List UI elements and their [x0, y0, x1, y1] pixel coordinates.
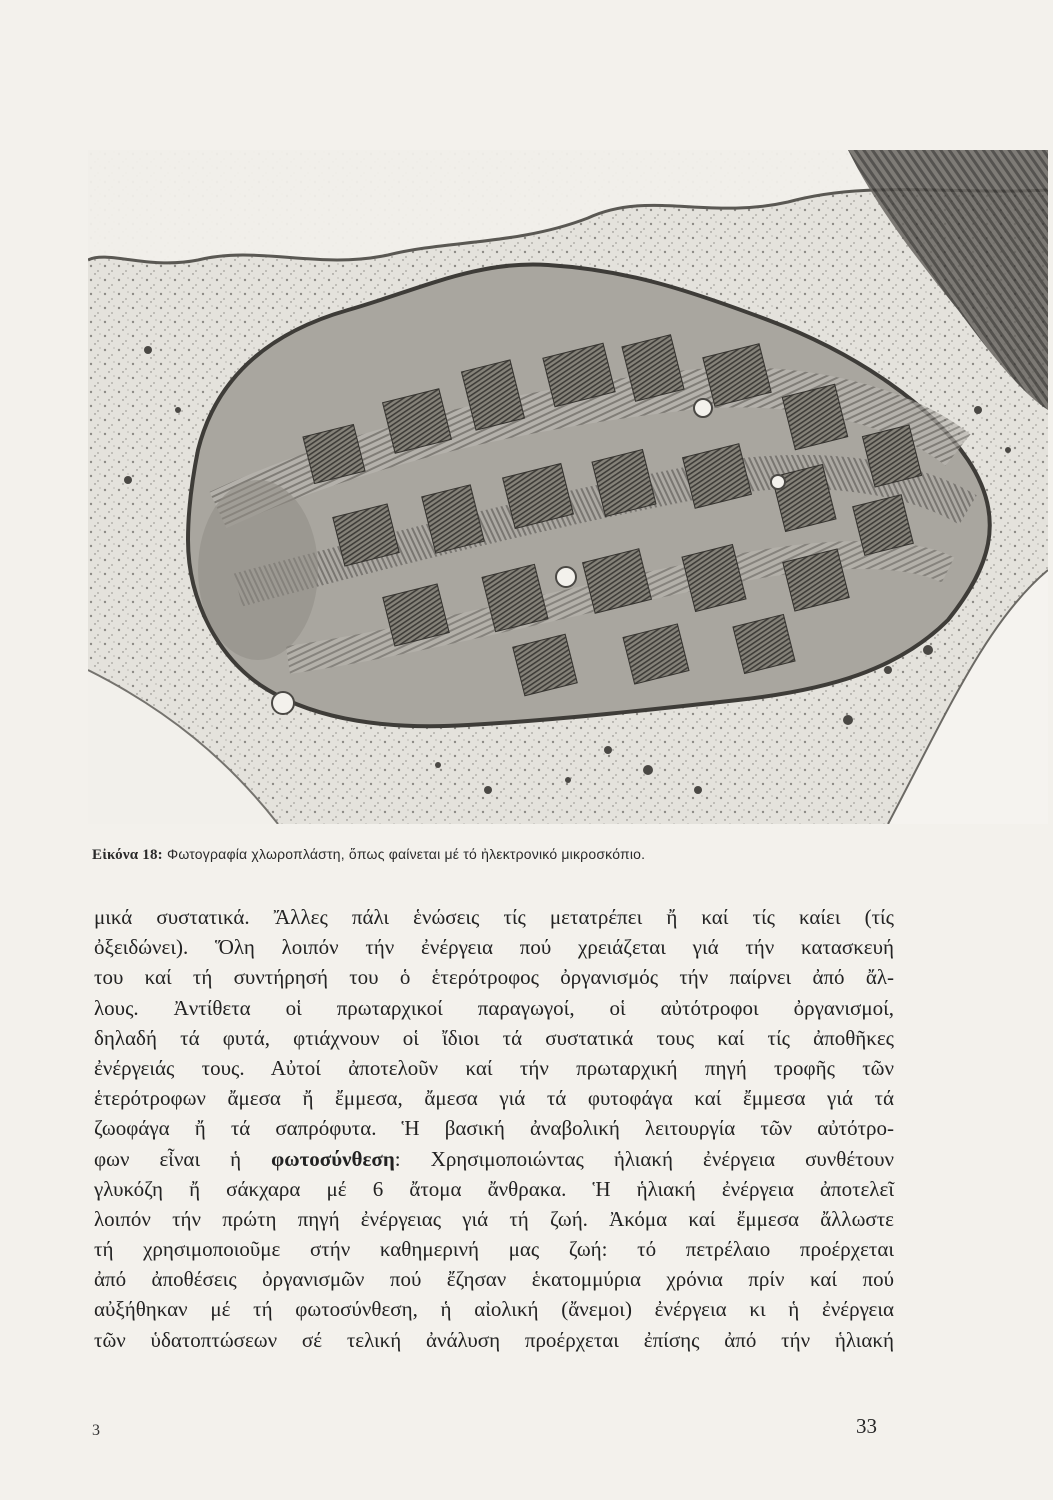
- body-line: ζωοφάγα ἤ τά σαπρόφυτα. Ἡ βασική ἀναβολική λειτουργία τῶν αὐτότρο-: [94, 1116, 894, 1141]
- body-paragraph: [94, 902, 894, 1355]
- caption-label: Εἰκόνα 18:: [92, 847, 163, 863]
- body-line: τῶν ὑδατοπτώσεων σέ τελική ἀνάλυση προέρχεται ἐπίσης ἀπό τήν ἡλιακή: [94, 1327, 894, 1352]
- figure-caption: [92, 846, 972, 864]
- body-line: λους. Ἀντίθετα οἱ πρωταρχικοί παραγωγοί, οἱ αὐτότροφοι ὀργανισμοί,: [94, 995, 894, 1020]
- micrograph-image: [88, 150, 1048, 824]
- body-line: ὀξειδώνει). Ὅλη λοιπόν τήν ἐνέργεια πού χρειάζεται γιά τήν κατασκευή: [94, 935, 894, 960]
- body-line: ἐνέργειάς τους. Αὐτοί ἀποτελοῦν καί τήν πρωταρχική πηγή τροφῆς τῶν: [94, 1055, 894, 1080]
- body-line: μικά συστατικά. Ἄλλες πάλι ἑνώσεις τίς μετατρέπει ἤ καί τίς καίει (τίς: [94, 905, 894, 929]
- body-line: ἀπό ἀποθέσεις ὀργανισμῶν πού ἔζησαν ἑκατομμύρια χρόνια πρίν καί πού: [94, 1267, 894, 1292]
- body-line: τή χρησιμοποιοῦμε στήν καθημερινή μας ζωή: τό πετρέλαιο προέρχεται: [94, 1237, 894, 1262]
- body-line: αὐξήθηκαν μέ τή φωτοσύνθεση, ἡ αἰολική (ἄνεμοι) ἐνέργεια κι ἡ ἐνέργεια: [94, 1297, 894, 1322]
- page-number: 33: [856, 1414, 877, 1438]
- body-line: ἑτερότροφων ἄμεσα ἤ ἔμμεσα, ἄμεσα γιά τά φυτοφάγα καί ἔμμεσα γιά τά: [94, 1086, 894, 1111]
- key-term-photosynthesis: φωτοσύνθεση: [271, 1146, 395, 1171]
- caption-text: Φωτογραφία χλωροπλάστη, ὅπως φαίνεται μέ τό ἠλεκτρονικό μικροσκόπιο.: [166, 846, 646, 862]
- body-line: του καί τή συντήρησή του ὁ ἑτερότροφος ὀργανισμός τήν παίρνει ἀπό ἄλ-: [94, 965, 894, 990]
- body-line: γλυκόζη ἤ σάκχαρα μέ 6 ἄτομα ἄνθρακα. Ἡ ἡλιακή ἐνέργεια ἀποτελεῖ: [94, 1176, 894, 1201]
- body-line: δηλαδή τά φυτά, φτιάχνουν οἱ ἴδιοι τά συστατικά τους καί τίς ἀποθῆκες: [94, 1025, 894, 1050]
- chloroplast-micrograph: [88, 150, 1048, 824]
- body-line-with-term: [94, 1144, 894, 1174]
- body-line-post: : Χρησιμοποιώντας ἡλιακή ἐνέργεια συνθέτουν: [394, 1146, 894, 1171]
- body-line-pre: φων εἶναι ἡ: [94, 1146, 272, 1171]
- signature-mark: 3: [92, 1422, 100, 1439]
- body-line: λοιπόν τήν πρώτη πηγή ἐνέργειας γιά τή ζωή. Ἀκόμα καί ἔμμεσα ἄλλωστε: [94, 1206, 894, 1231]
